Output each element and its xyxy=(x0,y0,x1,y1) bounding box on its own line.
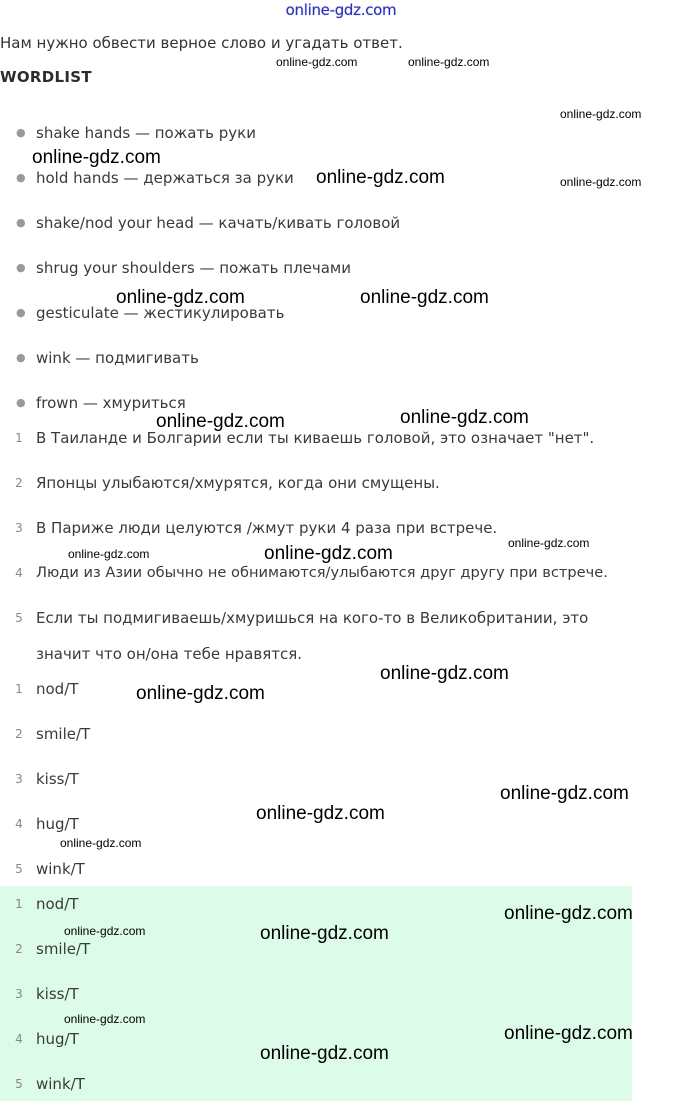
site-logo[interactable]: online-gdz.com xyxy=(285,1,397,19)
wordlist-item-text: frown — хмуриться xyxy=(36,394,186,412)
sentence-text: В Таиланде и Болгарии если ты киваешь головой, это означает "нет". xyxy=(36,429,595,447)
watermark: online-gdz.com xyxy=(380,663,509,684)
watermark: online-gdz.com xyxy=(156,411,285,432)
answer-number: 1 xyxy=(15,682,23,696)
sentence-text-continued: значит что он/она тебе нравятся. xyxy=(36,645,302,663)
sentence-item xyxy=(0,425,680,455)
sentence-number: 4 xyxy=(15,566,23,580)
answer-text: kiss/T xyxy=(36,985,79,1003)
wordlist-item xyxy=(0,345,680,375)
answer-item xyxy=(0,766,300,796)
sentence-item xyxy=(0,515,680,545)
answer-highlight-item xyxy=(0,1026,300,1056)
answer-item xyxy=(0,721,300,751)
sentence-number: 1 xyxy=(15,431,23,445)
sentence-text: Если ты подмигиваешь/хмуришься на кого-то в Великобритании, это xyxy=(36,609,589,627)
sentence-text: Люди из Азии обычно не обнимаются/улыбаются друг другу при встрече. xyxy=(36,564,608,581)
answer-highlight-item xyxy=(0,936,300,966)
wordlist-item-text: gesticulate — жестикулировать xyxy=(36,304,285,322)
sentence-item xyxy=(0,560,680,590)
answer-number: 4 xyxy=(15,1032,23,1046)
watermark: online-gdz.com xyxy=(276,55,358,69)
wordlist-item xyxy=(0,255,680,285)
answer-text: kiss/T xyxy=(36,770,79,788)
answer-item xyxy=(0,811,300,841)
watermark: online-gdz.com xyxy=(360,287,489,308)
bullet-icon: ● xyxy=(16,396,26,409)
watermark: online-gdz.com xyxy=(400,407,529,428)
answer-number: 4 xyxy=(15,817,23,831)
answer-number: 3 xyxy=(15,772,23,786)
answer-item xyxy=(0,676,300,706)
answer-number: 5 xyxy=(15,1077,23,1091)
answer-text: smile/T xyxy=(36,725,91,743)
answer-item xyxy=(0,856,300,886)
wordlist-item-text: shake/nod your head — качать/кивать головой xyxy=(36,214,401,232)
answer-text: nod/T xyxy=(36,680,79,698)
watermark: online-gdz.com xyxy=(504,1023,633,1044)
watermark: online-gdz.com xyxy=(560,175,642,189)
answer-text: wink/T xyxy=(36,860,85,878)
watermark: online-gdz.com xyxy=(64,924,146,938)
answer-highlight-item xyxy=(0,1071,300,1101)
watermark: online-gdz.com xyxy=(504,903,633,924)
watermark: online-gdz.com xyxy=(408,55,490,69)
answer-text: hug/T xyxy=(36,815,79,833)
bullet-icon: ● xyxy=(16,306,26,319)
bullet-icon: ● xyxy=(16,351,26,364)
watermark: online-gdz.com xyxy=(260,1043,389,1064)
wordlist-item xyxy=(0,390,680,420)
wordlist-item xyxy=(0,210,680,240)
answer-text: wink/T xyxy=(36,1075,85,1093)
watermark: online-gdz.com xyxy=(560,107,642,121)
watermark: online-gdz.com xyxy=(256,803,385,824)
watermark: online-gdz.com xyxy=(136,683,265,704)
answer-highlight-item xyxy=(0,891,300,921)
watermark: online-gdz.com xyxy=(316,167,445,188)
wordlist-item-text: wink — подмигивать xyxy=(36,349,199,367)
answer-number: 5 xyxy=(15,862,23,876)
wordlist-item-text: shrug your shoulders — пожать плечами xyxy=(36,259,351,277)
bullet-icon: ● xyxy=(16,126,26,139)
watermark: online-gdz.com xyxy=(60,836,142,850)
answer-number: 2 xyxy=(15,727,23,741)
answer-number: 3 xyxy=(15,987,23,1001)
bullet-icon: ● xyxy=(16,261,26,274)
watermark: online-gdz.com xyxy=(64,1012,146,1026)
answer-text: nod/T xyxy=(36,895,79,913)
sentence-item xyxy=(0,470,680,500)
watermark: online-gdz.com xyxy=(260,923,389,944)
answer-number: 2 xyxy=(15,942,23,956)
answer-text: hug/T xyxy=(36,1030,79,1048)
watermark: online-gdz.com xyxy=(68,547,150,561)
watermark: online-gdz.com xyxy=(116,287,245,308)
wordlist-item xyxy=(0,165,680,195)
wordlist-item-text: hold hands — держаться за руки xyxy=(36,169,294,187)
watermark: online-gdz.com xyxy=(508,536,590,550)
sentence-number: 5 xyxy=(15,611,23,625)
bullet-icon: ● xyxy=(16,171,26,184)
answer-highlight-item xyxy=(0,981,300,1011)
bullet-icon: ● xyxy=(16,216,26,229)
sentence-number: 3 xyxy=(15,521,23,535)
watermark: online-gdz.com xyxy=(32,147,161,168)
wordlist-item xyxy=(0,300,680,330)
sentence-text: В Париже люди целуются /жмут руки 4 раза при встрече. xyxy=(36,519,498,537)
wordlist-item xyxy=(0,120,680,150)
sentence-item xyxy=(0,605,680,635)
answer-number: 1 xyxy=(15,897,23,911)
sentence-number: 2 xyxy=(15,476,23,490)
wordlist-item-text: shake hands — пожать руки xyxy=(36,124,256,142)
watermark: online-gdz.com xyxy=(500,783,629,804)
sentence-text: Японцы улыбаются/хмурятся, когда они смущены. xyxy=(36,474,440,492)
watermark: online-gdz.com xyxy=(264,543,393,564)
answer-text: smile/T xyxy=(36,940,91,958)
wordlist-heading: WORDLIST xyxy=(0,68,92,86)
task-intro: Нам нужно обвести верное слово и угадать ответ. xyxy=(0,34,403,52)
